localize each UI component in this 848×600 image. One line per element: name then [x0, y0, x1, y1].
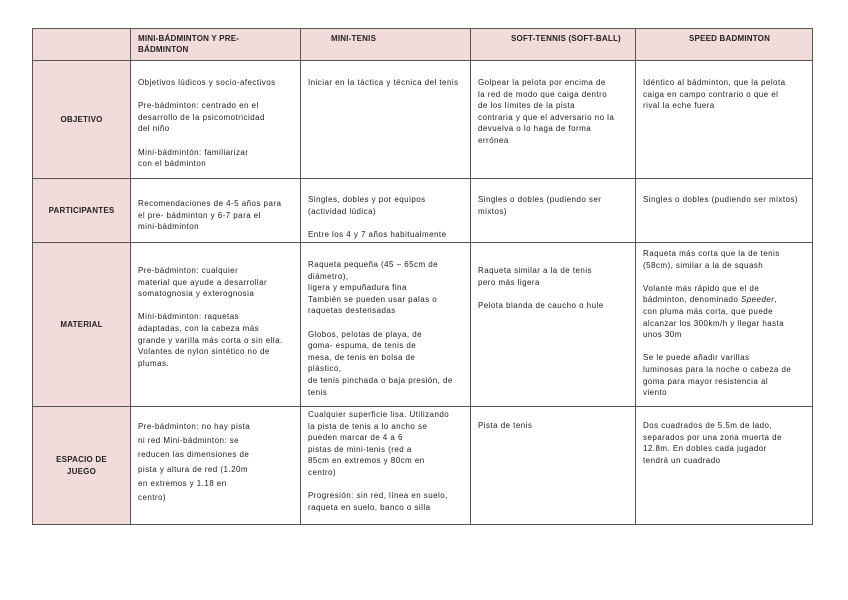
italic-term: Speeder	[740, 295, 775, 305]
cell-paragraph: Singles o dobles (pudiendo ser mixtos)	[478, 195, 602, 216]
column-header-soft-tennis	[471, 29, 636, 61]
row-participantes	[33, 179, 813, 243]
row-label-espacio-de-juego	[33, 407, 131, 525]
cell-objetivo-mini-tenis	[301, 61, 471, 179]
cell-paragraph: Idéntico al bádminton, que la pelota caiga en campo contrario o que el rival la eche fuera	[643, 78, 786, 111]
cell-paragraph: Mini-bádminton: raquetas adaptadas, con la cabeza más grande y varilla más corta o sin ella. Volantes de nylon sintético no de plumas.	[138, 312, 283, 368]
cell-espacio-mini-tenis	[301, 407, 471, 525]
header-row	[33, 29, 813, 61]
cell-participantes-mini-badminton	[131, 179, 301, 243]
cell-objetivo-mini-badminton	[131, 61, 301, 179]
row-espacio-de-juego	[33, 407, 813, 525]
cell-objetivo-speed-badminton	[636, 61, 813, 179]
row-label-material	[33, 243, 131, 407]
comparison-table	[32, 28, 813, 525]
cell-paragraph: Pista de tenis	[478, 421, 533, 430]
cell-paragraph: Singles, dobles y por equipos (actividad lúdica)	[308, 195, 426, 216]
cell-paragraph: Dos cuadrados de 5.5m de lado, separados por una zona muerta de 12.8m. En dobles cada jugador tendrá un cuadrado	[643, 421, 782, 465]
cell-paragraph: Objetivos lúdicos y socio-afectivos	[138, 78, 276, 87]
cell-paragraph: Entre los 4 y 7 años habitualmente	[308, 229, 447, 239]
cell-espacio-mini-badminton	[131, 407, 301, 525]
row-label-text: ESPACIO DE JUEGO	[56, 455, 107, 476]
column-header-mini-tenis	[301, 29, 471, 61]
cell-objetivo-soft-tennis	[471, 61, 636, 179]
row-label-text: PARTICIPANTES	[48, 205, 115, 215]
cell-material-mini-badminton	[131, 243, 301, 407]
column-header-speed-badminton	[636, 29, 813, 61]
cell-participantes-soft-tennis	[471, 179, 636, 243]
column-header-text: MINI-TENIS	[331, 34, 377, 43]
paragraph-text: Volante más rápido que el de bádminton, denominado	[643, 283, 760, 305]
cell-participantes-mini-tenis	[301, 179, 471, 243]
cell-paragraph: Pre-bádminton: cualquier material que ayude a desarrollar somatognosia y exterognosia	[138, 266, 268, 299]
cell-paragraph: Iniciar en la táctica y técnica del tenis	[308, 78, 459, 87]
row-label-text: OBJETIVO	[60, 114, 103, 124]
cell-espacio-soft-tennis	[471, 407, 636, 525]
cell-paragraph	[643, 283, 808, 341]
corner-cell	[33, 29, 131, 61]
cell-material-speed-badminton	[636, 243, 813, 407]
cell-espacio-speed-badminton	[636, 407, 813, 525]
column-header-text: SOFT-TENNIS (SOFT-BALL)	[511, 34, 621, 43]
column-header-text: MINI-BÁDMINTON Y PRE-BÁDMINTON	[138, 34, 240, 54]
row-material	[33, 243, 813, 407]
cell-material-mini-tenis	[301, 243, 471, 407]
column-header-text: SPEED BADMINTON	[689, 34, 771, 43]
cell-paragraph: Globos, pelotas de playa, de goma- espuma, de tenis de mesa, de tenis en bolsa de plástico, de tenis pinchada o baja presión, de tenis	[308, 329, 453, 397]
cell-paragraph: Pre-bádminton: centrado en el desarrollo de la psicomotricidad del niño	[138, 101, 265, 134]
table-body	[33, 29, 813, 525]
cell-paragraph: Cualquier superficie lisa. Utilizando la pista de tenis a lo ancho se pueden marcar de 4 a 6 pistas de mini-tenis (red a 85cm en extremos y 80cm en centro)	[308, 410, 450, 477]
cell-paragraph: Pre-bádminton: no hay pista ni red Mini-bádminton: se reducen las dimensiones de pista y altura de red (1.20m en extremos y 1.18 en centro)	[138, 422, 251, 503]
cell-paragraph: Raqueta similar a la de tenis pero más ligera	[478, 266, 592, 287]
cell-paragraph: Pelota blanda de caucho o hule	[478, 300, 604, 310]
cell-material-soft-tennis	[471, 243, 636, 407]
row-objetivo	[33, 61, 813, 179]
cell-paragraph: Golpear la pelota por encima de la red de modo que caiga dentro de los límites de la pista contraria y que el adversario no la devuelva o lo haga de forma errónea	[478, 78, 615, 145]
cell-participantes-speed-badminton	[636, 179, 813, 243]
row-label-participantes	[33, 179, 131, 243]
row-label-text: MATERIAL	[60, 319, 103, 329]
row-label-objetivo	[33, 61, 131, 179]
cell-paragraph: Singles o dobles (pudiendo ser mixtos)	[643, 195, 798, 204]
cell-paragraph: Raqueta más corta que la de tenis (58cm), similar a la de squash	[643, 249, 780, 270]
cell-paragraph: Recomendaciones de 4-5 años para el pre- bádminton y 6-7 para el mini-bádminton	[138, 199, 282, 232]
column-header-mini-badminton	[131, 29, 301, 61]
cell-paragraph: Raqueta pequeña (45 – 65cm de diámetro), ligera y empuñadura fina También se pueden usar palas o raquetas destensadas	[308, 260, 439, 316]
cell-paragraph: Progresión: sin red, línea en suelo, raqueta en suelo, banco o silla	[308, 491, 448, 512]
cell-paragraph: Se le puede añadir varillas luminosas para la noche o cabeza de goma para mayor resistencia al viento	[643, 353, 792, 398]
paragraph-text: , con pluma más corta, que puede alcanzar los 300km/h y llegar hasta unos 30m	[643, 295, 785, 340]
cell-paragraph: Mini-bádmintón: familiarizar con el bádminton	[138, 147, 249, 169]
